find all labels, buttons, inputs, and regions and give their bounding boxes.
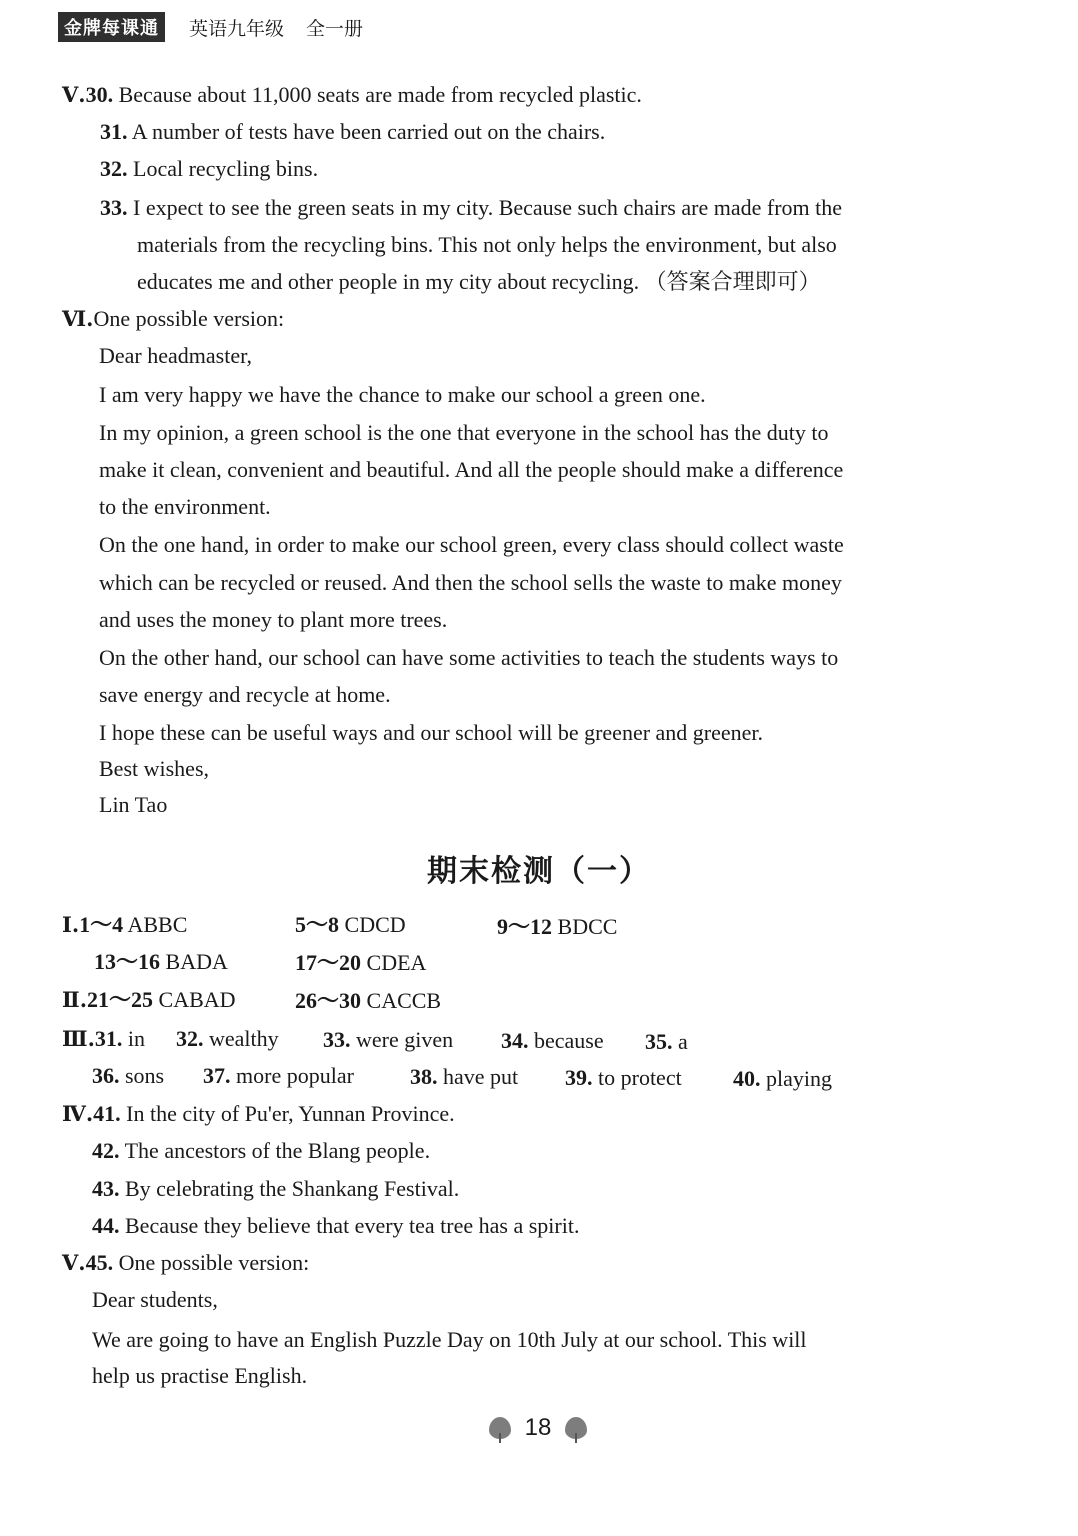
answer-text: CDCD [344, 912, 406, 937]
answer-line [62, 1099, 455, 1129]
question-number: 31. [100, 119, 128, 144]
question-number: 30. [85, 82, 114, 107]
answer-text: CABAD [158, 987, 236, 1012]
answer-text: in [127, 1026, 146, 1051]
answer-group [733, 1064, 832, 1094]
answer-line [100, 117, 605, 147]
question-number: 38. [410, 1064, 438, 1089]
section-label: Ⅳ. [62, 1101, 94, 1126]
answer-line [92, 1174, 459, 1204]
question-number: 37. [203, 1063, 231, 1088]
answer-text: playing [766, 1066, 832, 1091]
essay-line: Dear headmaster, [99, 343, 253, 368]
answer-intro: One possible version: [93, 306, 285, 331]
page-number: 18 [524, 1414, 552, 1441]
answer-line [62, 910, 187, 940]
answer-line [62, 985, 236, 1015]
answer-text: A number of tests have been carried out on the chairs. [131, 119, 606, 144]
answer-text: I expect to see the green seats in my city. Because such chairs are made from the [133, 195, 843, 220]
essay-line: make it clean, convenient and beautiful. And all the people should make a difference [99, 457, 844, 482]
essay-line: save energy and recycle at home. [99, 682, 391, 707]
question-range: 26～30 [295, 988, 362, 1013]
question-number: 32. [100, 156, 128, 181]
section-label: Ⅴ. [62, 1250, 86, 1275]
question-number: 40. [733, 1066, 761, 1091]
answer-text: Because about 11,000 seats are made from recycled plastic. [118, 82, 642, 107]
question-number: 45. [85, 1250, 114, 1275]
question-number: 33. [323, 1027, 351, 1052]
answer-line [62, 1248, 309, 1278]
question-number: 33. [100, 195, 128, 220]
section-label: Ⅵ. [62, 306, 94, 331]
answer-text: ABBC [127, 912, 188, 937]
essay-line: Lin Tao [99, 792, 168, 817]
answer-group [203, 1061, 354, 1091]
essay-line: to the environment. [99, 494, 271, 519]
question-number: 31. [94, 1026, 123, 1051]
essay-line: and uses the money to plant more trees. [99, 607, 448, 632]
answer-group [497, 912, 617, 942]
question-number: 34. [501, 1028, 529, 1053]
answer-continuation: materials from the recycling bins. This not only helps the environment, but also [137, 232, 837, 257]
answer-text: were given [356, 1027, 454, 1052]
book-volume: 全一册 [306, 17, 364, 40]
answer-text: The ancestors of the Blang people. [124, 1138, 431, 1163]
answer-group [295, 948, 426, 978]
answer-text: sons [125, 1063, 165, 1088]
essay-line: help us practise English. [92, 1363, 308, 1388]
answer-text: Local recycling bins. [133, 156, 319, 181]
answer-group [295, 910, 406, 940]
answer-line [62, 80, 642, 110]
answer-group [92, 1061, 164, 1091]
essay-line: On the one hand, in order to make our school green, every class should collect waste [99, 532, 844, 557]
question-number: 35. [645, 1029, 673, 1054]
book-title: 英语九年级 [189, 17, 285, 40]
essay-line: Dear students, [92, 1287, 218, 1312]
answer-line [62, 1024, 145, 1054]
question-range: 13～16 [94, 949, 161, 974]
question-number: 42. [92, 1138, 120, 1163]
question-range: 17～20 [295, 950, 362, 975]
answer-text: BDCC [557, 914, 618, 939]
answer-line [100, 193, 842, 223]
question-number: 41. [93, 1101, 121, 1126]
page-header [58, 12, 363, 42]
question-number: 36. [92, 1063, 120, 1088]
question-number: 43. [92, 1176, 120, 1201]
answer-group [565, 1063, 682, 1093]
answer-line [62, 304, 284, 334]
page-footer [478, 1410, 598, 1446]
essay-line: Best wishes, [99, 756, 209, 781]
essay-line: I hope these can be useful ways and our school will be greener and greener. [99, 720, 764, 745]
answer-line [92, 1136, 430, 1166]
question-number: 39. [565, 1065, 593, 1090]
question-number: 44. [92, 1213, 120, 1238]
answer-text: more popular [236, 1063, 354, 1088]
answer-group [94, 947, 228, 977]
answer-text: Because they believe that every tea tree has a spirit. [125, 1213, 580, 1238]
question-range: 9～12 [497, 914, 553, 939]
series-brand: 金牌每课通 [58, 12, 165, 42]
answer-group [410, 1062, 518, 1092]
section-title: 期末检测（一） [427, 854, 651, 889]
section-label: Ⅰ. [62, 912, 80, 937]
answer-line [92, 1211, 579, 1241]
answer-group [176, 1024, 279, 1054]
answer-text: have put [443, 1064, 519, 1089]
answer-text: to protect [598, 1065, 682, 1090]
question-range: 1～4 [79, 912, 124, 937]
essay-line: In my opinion, a green school is the one that everyone in the school has the duty to [99, 420, 829, 445]
answer-text: CDEA [366, 950, 427, 975]
question-range: 21～25 [87, 987, 154, 1012]
answer-text: By celebrating the Shankang Festival. [125, 1176, 460, 1201]
answer-text: In the city of Pu'er, Yunnan Province. [126, 1101, 455, 1126]
answer-text: CACCB [366, 988, 442, 1013]
answer-group [295, 986, 441, 1016]
question-number: 32. [176, 1026, 204, 1051]
essay-line: I am very happy we have the chance to make our school a green one. [99, 382, 706, 407]
answer-group [323, 1025, 453, 1055]
essay-line: We are going to have an English Puzzle Day on 10th July at our school. This will [92, 1327, 807, 1352]
answer-group [501, 1026, 604, 1056]
answer-group [645, 1027, 688, 1057]
essay-line: which can be recycled or reused. And then the school sells the waste to make money [99, 570, 842, 595]
section-label: Ⅲ. [62, 1026, 95, 1051]
essay-line: On the other hand, our school can have some activities to teach the students ways to [99, 645, 839, 670]
leaf-icon [565, 1417, 587, 1439]
leaf-icon [489, 1417, 511, 1439]
answer-text: BADA [165, 949, 228, 974]
section-label: Ⅴ. [62, 82, 86, 107]
answer-text: wealthy [209, 1026, 279, 1051]
question-range: 5～8 [295, 912, 340, 937]
answer-intro: One possible version: [118, 1250, 310, 1275]
answer-text: a [678, 1029, 688, 1054]
answer-continuation: educates me and other people in my city about recycling. （答案合理即可） [137, 269, 821, 294]
answer-text: because [534, 1028, 604, 1053]
answer-line [100, 154, 318, 184]
section-label: Ⅱ. [62, 987, 88, 1012]
